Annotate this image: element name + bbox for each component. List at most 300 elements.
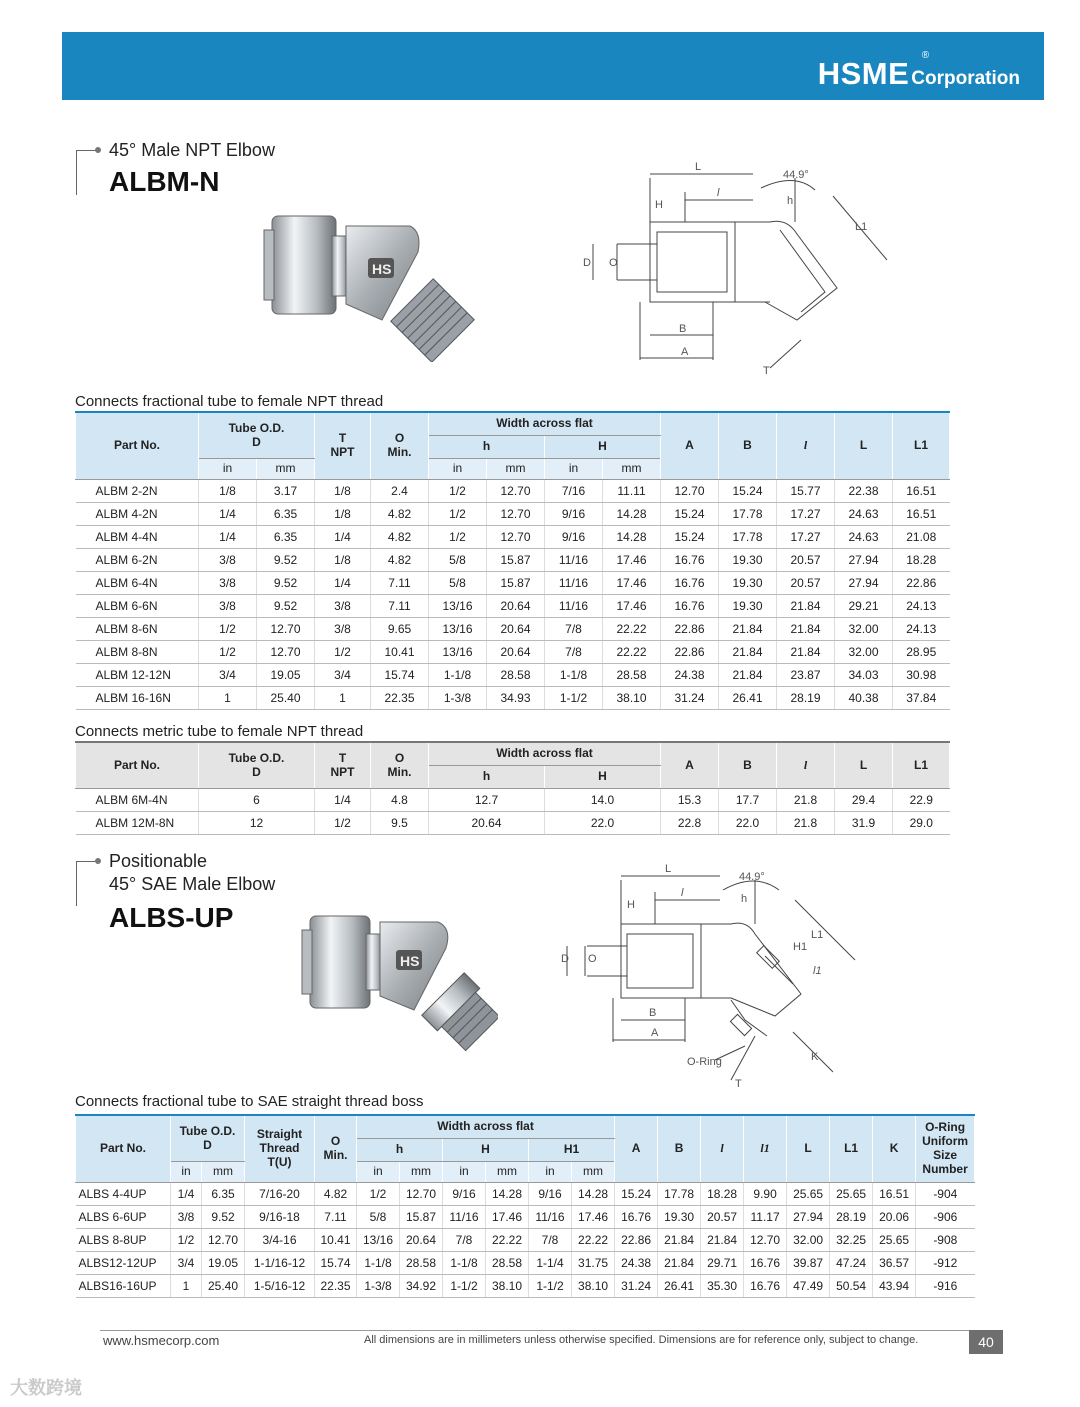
table-cell: 31.24	[661, 687, 719, 710]
table-cell: 1-1/8	[429, 664, 487, 687]
brand-logo	[817, 50, 1020, 92]
table-cell: 12.70	[400, 1183, 443, 1206]
unit-mm: mm	[257, 459, 315, 480]
table-cell: 29.4	[835, 789, 893, 812]
unit-in: in	[529, 1162, 572, 1183]
col-l1: l1	[744, 1115, 787, 1183]
table-cell: 15.87	[487, 572, 545, 595]
section-bracket	[76, 150, 99, 195]
table-row	[76, 1252, 975, 1275]
table-row	[76, 812, 950, 835]
table-cell: 19.30	[719, 595, 777, 618]
table-cell: 15.24	[719, 480, 777, 503]
table-cell: 22.22	[572, 1229, 615, 1252]
table-cell: 20.57	[777, 549, 835, 572]
table-cell: 5/8	[357, 1206, 400, 1229]
table-cell: 12.70	[661, 480, 719, 503]
table-cell: 1/2	[199, 641, 257, 664]
table-cell: 15.74	[315, 1252, 357, 1275]
table-cell: 2.4	[371, 480, 429, 503]
table-cell: 19.05	[257, 664, 315, 687]
col-H1: H1	[529, 1139, 615, 1162]
dim-label-T: T	[763, 365, 770, 377]
table-cell: 1/2	[357, 1183, 400, 1206]
table-cell: 21.84	[777, 595, 835, 618]
table-row	[76, 1229, 975, 1252]
table-cell: 7/8	[529, 1229, 572, 1252]
table-cell: 7.11	[371, 595, 429, 618]
table-cell: 14.28	[603, 526, 661, 549]
table-cell: 11/16	[545, 549, 603, 572]
part-number-cell: ALBM 16-16N	[76, 687, 199, 710]
col-L1: L1	[893, 412, 950, 480]
table-cell: 6	[199, 789, 315, 812]
table3-body	[76, 1183, 975, 1298]
table-cell: 17.78	[658, 1183, 701, 1206]
unit-mm: mm	[603, 459, 661, 480]
table-cell: 36.57	[873, 1252, 916, 1275]
table-cell: 17.46	[603, 549, 661, 572]
col-K: K	[873, 1115, 916, 1183]
col-oring-number: O-Ring Uniform Size Number	[916, 1115, 975, 1183]
table-cell: 6.35	[257, 526, 315, 549]
table-cell: 22.0	[719, 812, 777, 835]
table-cell: 27.94	[835, 572, 893, 595]
table-cell: 16.51	[893, 480, 950, 503]
table-cell: 22.9	[893, 789, 950, 812]
section-bracket	[76, 861, 99, 906]
table-row	[76, 641, 950, 664]
part-number-cell: ALBM 4-2N	[76, 503, 199, 526]
unit-mm: mm	[486, 1162, 529, 1183]
table-cell: 5/8	[429, 572, 487, 595]
table-cell: 12.70	[202, 1229, 245, 1252]
table-cell: 4.82	[371, 549, 429, 572]
table-cell: 1-5/16-12	[245, 1275, 315, 1298]
col-H: H	[443, 1139, 529, 1162]
table-cell: 16.51	[873, 1183, 916, 1206]
table-cell: 10.41	[315, 1229, 357, 1252]
table-cell: 3/4-16	[245, 1229, 315, 1252]
table-cell: -908	[916, 1229, 975, 1252]
dim-label-D: D	[583, 257, 591, 269]
table-cell: 26.41	[658, 1275, 701, 1298]
table-cell: 1/8	[315, 503, 371, 526]
table-cell: 29.71	[701, 1252, 744, 1275]
table-cell: 15.24	[661, 526, 719, 549]
unit-in: in	[357, 1162, 400, 1183]
part-number-cell: ALBM 12M-8N	[76, 812, 199, 835]
col-L: L	[787, 1115, 830, 1183]
dim-label-B: B	[649, 1007, 657, 1019]
dim-label-l1: l1	[813, 965, 822, 977]
table-cell: 16.51	[893, 503, 950, 526]
table-cell: 1-1/2	[545, 687, 603, 710]
table-cell: 39.87	[787, 1252, 830, 1275]
col-B: B	[658, 1115, 701, 1183]
table-cell: 32.00	[787, 1229, 830, 1252]
part-number-cell: ALBS 4-4UP	[76, 1183, 171, 1206]
table-cell: 9.52	[202, 1206, 245, 1229]
table-cell: 14.28	[572, 1183, 615, 1206]
table-cell: 21.84	[719, 664, 777, 687]
table-cell: 15.87	[487, 549, 545, 572]
part-number-cell: ALBM 6-4N	[76, 572, 199, 595]
table-cell: 21.8	[777, 789, 835, 812]
table-cell: 1/4	[315, 526, 371, 549]
table-cell: 7/8	[443, 1229, 486, 1252]
table-cell: 19.30	[658, 1206, 701, 1229]
dim-label-angle: 44.9°	[739, 871, 765, 883]
table-cell: 20.57	[777, 572, 835, 595]
table-cell: 5/8	[429, 549, 487, 572]
dim-label-H: H	[655, 199, 663, 211]
table-cell: 22.35	[315, 1275, 357, 1298]
table-cell: 28.58	[487, 664, 545, 687]
table-cell: 9.52	[257, 549, 315, 572]
table-cell: 3/8	[199, 595, 257, 618]
part-number-cell: ALBM 8-6N	[76, 618, 199, 641]
table-row	[76, 503, 950, 526]
table-cell: 17.27	[777, 526, 835, 549]
table-row	[76, 526, 950, 549]
table-cell: 34.03	[835, 664, 893, 687]
table-cell: 20.06	[873, 1206, 916, 1229]
table-cell: 17.46	[486, 1206, 529, 1229]
table-cell: 6.35	[257, 503, 315, 526]
table-cell: 22.86	[615, 1229, 658, 1252]
part-number-cell: ALBM 6-6N	[76, 595, 199, 618]
col-h: h	[429, 436, 545, 459]
table-cell: 6.35	[202, 1183, 245, 1206]
table-cell: 3/8	[315, 618, 371, 641]
table-row	[76, 687, 950, 710]
table-cell: 12.70	[257, 618, 315, 641]
unit-in: in	[171, 1162, 202, 1183]
table-cell: 25.40	[202, 1275, 245, 1298]
dim-label-angle: 44.9°	[783, 169, 809, 181]
table-cell: 3/8	[315, 595, 371, 618]
part-number-cell: ALBM 4-4N	[76, 526, 199, 549]
table-cell: 24.38	[615, 1252, 658, 1275]
section2-title: ALBS-UP	[109, 902, 234, 933]
col-h: h	[429, 766, 545, 789]
table-cell: 3.17	[257, 480, 315, 503]
table-cell: 16.76	[661, 549, 719, 572]
col-tube-od: Tube O.D. D	[199, 742, 315, 789]
table-cell: 17.46	[603, 595, 661, 618]
table-cell: 40.38	[835, 687, 893, 710]
table2-body	[76, 789, 950, 835]
table-cell: 13/16	[429, 618, 487, 641]
table-cell: 13/16	[429, 595, 487, 618]
table-cell: 7/16-20	[245, 1183, 315, 1206]
table-cell: 20.57	[701, 1206, 744, 1229]
part-number-cell: ALBM 6-2N	[76, 549, 199, 572]
table-cell: 13/16	[357, 1229, 400, 1252]
table-row	[76, 1183, 975, 1206]
col-part-no: Part No.	[76, 742, 199, 789]
table-cell: 1/2	[171, 1229, 202, 1252]
table-row	[76, 664, 950, 687]
table-cell: 12.70	[257, 641, 315, 664]
table-cell: 21.08	[893, 526, 950, 549]
table-cell: 12.70	[487, 480, 545, 503]
unit-in: in	[429, 459, 487, 480]
table-cell: 1/2	[199, 618, 257, 641]
unit-mm: mm	[572, 1162, 615, 1183]
unit-in: in	[443, 1162, 486, 1183]
table-cell: 12.70	[487, 526, 545, 549]
footer-website-link[interactable]: www.hsmecorp.com	[103, 1333, 220, 1348]
table-cell: 11/16	[545, 572, 603, 595]
table-cell: 12.70	[744, 1229, 787, 1252]
table-row	[76, 595, 950, 618]
table-cell: 15.24	[615, 1183, 658, 1206]
col-width-across-flat: Width across flat	[429, 412, 661, 436]
table-cell: 14.28	[486, 1183, 529, 1206]
dim-label-H1: H1	[793, 941, 808, 953]
table-cell: 20.64	[400, 1229, 443, 1252]
table-cell: 1/8	[199, 480, 257, 503]
table-cell: 3/4	[199, 664, 257, 687]
part-number-cell: ALBM 2-2N	[76, 480, 199, 503]
table-cell: 25.65	[830, 1183, 873, 1206]
table-cell: 50.54	[830, 1275, 873, 1298]
col-A: A	[615, 1115, 658, 1183]
table-cell: 9.65	[371, 618, 429, 641]
col-A: A	[661, 742, 719, 789]
table-cell: 11/16	[529, 1206, 572, 1229]
table-cell: 34.93	[487, 687, 545, 710]
part-number-cell: ALBS12-12UP	[76, 1252, 171, 1275]
table-cell: 19.05	[202, 1252, 245, 1275]
table-cell: 1/8	[315, 549, 371, 572]
table-cell: 21.84	[777, 641, 835, 664]
table-cell: 31.9	[835, 812, 893, 835]
table-cell: 22.38	[835, 480, 893, 503]
albm-metric-table	[75, 741, 950, 835]
table-cell: 28.58	[486, 1252, 529, 1275]
table-cell: 17.27	[777, 503, 835, 526]
col-h: h	[357, 1139, 443, 1162]
col-l: l	[701, 1115, 744, 1183]
table-cell: 10.41	[371, 641, 429, 664]
section1-title: ALBM-N	[109, 166, 220, 197]
brand-name: HSME	[817, 56, 910, 91]
table-cell: 25.40	[257, 687, 315, 710]
table-cell: 20.64	[487, 618, 545, 641]
table-cell: 21.8	[777, 812, 835, 835]
albs-up-dimension-drawing	[555, 860, 865, 1095]
table-cell: 21.84	[658, 1252, 701, 1275]
table1-caption: Connects fractional tube to female NPT thread	[75, 393, 384, 410]
table-cell: 15.3	[661, 789, 719, 812]
brand-suffix: Corporation	[911, 68, 1020, 89]
part-number-cell: ALBS16-16UP	[76, 1275, 171, 1298]
table-cell: 24.13	[893, 595, 950, 618]
table-cell: 26.41	[719, 687, 777, 710]
table-cell: 7/8	[545, 618, 603, 641]
table-cell: 9.90	[744, 1183, 787, 1206]
table-cell: 4.82	[315, 1183, 357, 1206]
table-cell: 3/8	[171, 1206, 202, 1229]
table-cell: 21.84	[719, 618, 777, 641]
table-cell: 1/4	[315, 789, 371, 812]
table-cell: 38.10	[572, 1275, 615, 1298]
table-cell: 15.24	[661, 503, 719, 526]
table-cell: 9/16	[545, 503, 603, 526]
table-cell: 1/2	[429, 480, 487, 503]
table-cell: 17.7	[719, 789, 777, 812]
table-cell: 3/4	[315, 664, 371, 687]
part-number-cell: ALBS 6-6UP	[76, 1206, 171, 1229]
table-cell: 11.11	[603, 480, 661, 503]
dim-label-K: K	[811, 1051, 819, 1063]
table-cell: 25.65	[873, 1229, 916, 1252]
table-cell: 12.70	[487, 503, 545, 526]
table-cell: 17.46	[572, 1206, 615, 1229]
dim-label-B: B	[679, 323, 687, 335]
table-cell: 21.84	[719, 641, 777, 664]
dim-label-L: L	[665, 863, 672, 875]
table-cell: 17.78	[719, 503, 777, 526]
table-cell: 16.76	[661, 572, 719, 595]
table-cell: 1/8	[315, 480, 371, 503]
table-cell: 15.87	[400, 1206, 443, 1229]
col-H: H	[545, 766, 661, 789]
dim-label-O: O	[609, 257, 618, 269]
dim-label-h: h	[787, 195, 794, 207]
table-cell: 32.25	[830, 1229, 873, 1252]
table-cell: 22.22	[603, 618, 661, 641]
part-number-cell: ALBM 8-8N	[76, 641, 199, 664]
svg-text:HS: HS	[400, 953, 420, 969]
table-cell: 17.78	[719, 526, 777, 549]
unit-mm: mm	[202, 1162, 245, 1183]
table-cell: 3/8	[199, 549, 257, 572]
table-cell: 4.8	[371, 789, 429, 812]
watermark: 大数跨境	[10, 1378, 82, 1398]
dim-label-l: l	[681, 887, 684, 899]
table-cell: 1-1/16-12	[245, 1252, 315, 1275]
table-cell: 32.00	[835, 618, 893, 641]
table-cell: 1-1/8	[545, 664, 603, 687]
table-cell: 9/16-18	[245, 1206, 315, 1229]
svg-text:HS: HS	[372, 261, 392, 277]
table-cell: 24.63	[835, 526, 893, 549]
table-cell: 9.52	[257, 595, 315, 618]
table-cell: 16.76	[661, 595, 719, 618]
dim-label-L1: L1	[811, 929, 824, 941]
albs-sae-table	[75, 1114, 975, 1298]
table-cell: -906	[916, 1206, 975, 1229]
table-cell: 1	[171, 1275, 202, 1298]
section2-subtitle1: Positionable	[109, 851, 208, 871]
table-cell: 47.49	[787, 1275, 830, 1298]
table-cell: 4.82	[371, 503, 429, 526]
col-t-npt: T NPT	[315, 742, 371, 789]
table-cell: 21.84	[658, 1229, 701, 1252]
table-cell: 1	[315, 687, 371, 710]
col-L: L	[835, 412, 893, 480]
col-L: L	[835, 742, 893, 789]
dim-label-L1: L1	[855, 221, 868, 233]
col-width-across-flat: Width across flat	[357, 1115, 615, 1139]
table-cell: 17.46	[603, 572, 661, 595]
table-cell: 16.76	[744, 1275, 787, 1298]
page-number: 40	[969, 1330, 1003, 1354]
table-cell: 1-1/2	[443, 1275, 486, 1298]
table-cell: 9.5	[371, 812, 429, 835]
col-o-min: O Min.	[315, 1115, 357, 1183]
table-cell: 7.11	[371, 572, 429, 595]
table-cell: 24.13	[893, 618, 950, 641]
table-cell: 38.10	[486, 1275, 529, 1298]
col-part-no: Part No.	[76, 412, 199, 480]
table-row	[76, 1275, 975, 1298]
table-cell: 29.21	[835, 595, 893, 618]
dim-label-oring: O-Ring	[687, 1056, 722, 1068]
table-cell: 1/2	[315, 812, 371, 835]
table-row	[76, 618, 950, 641]
table-cell: 22.8	[661, 812, 719, 835]
table-cell: 22.0	[545, 812, 661, 835]
col-A: A	[661, 412, 719, 480]
part-number-cell: ALBM 12-12N	[76, 664, 199, 687]
part-number-cell: ALBS 8-8UP	[76, 1229, 171, 1252]
table-cell: 35.30	[701, 1275, 744, 1298]
table-cell: 20.64	[487, 641, 545, 664]
table-cell: 7/16	[545, 480, 603, 503]
table-cell: 9.52	[257, 572, 315, 595]
part-number-cell: ALBM 6M-4N	[76, 789, 199, 812]
dim-label-A: A	[651, 1027, 659, 1039]
col-width-across-flat: Width across flat	[429, 742, 661, 766]
section1-subtitle: 45° Male NPT Elbow	[109, 140, 275, 160]
registered-mark: ®	[921, 50, 930, 61]
table-cell: 1-3/8	[357, 1275, 400, 1298]
table2-caption: Connects metric tube to female NPT thread	[75, 723, 364, 740]
table-cell: -912	[916, 1252, 975, 1275]
table-cell: 16.76	[615, 1206, 658, 1229]
table-row	[76, 572, 950, 595]
dim-label-L: L	[695, 161, 702, 173]
table-cell: 23.87	[777, 664, 835, 687]
albm-n-product-image	[262, 212, 477, 362]
table-cell: 4.82	[371, 526, 429, 549]
table-cell: 30.98	[893, 664, 950, 687]
table-cell: 1/4	[199, 526, 257, 549]
table-cell: 9/16	[529, 1183, 572, 1206]
table-cell: 1/2	[429, 526, 487, 549]
table-cell: 1-3/8	[429, 687, 487, 710]
table-cell: 1-1/2	[529, 1275, 572, 1298]
table-row	[76, 549, 950, 572]
table-cell: 14.28	[603, 503, 661, 526]
table-cell: 18.28	[701, 1183, 744, 1206]
col-L1: L1	[830, 1115, 873, 1183]
dim-label-l: l	[717, 187, 720, 199]
footer-disclaimer: All dimensions are in millimeters unless otherwise specified. Dimensions are for reference only, subject to change.	[364, 1334, 919, 1346]
table-cell: 1-1/8	[443, 1252, 486, 1275]
col-part-no: Part No.	[76, 1115, 171, 1183]
table-cell: 14.0	[545, 789, 661, 812]
table-cell: 11/16	[545, 595, 603, 618]
table-cell: 11/16	[443, 1206, 486, 1229]
table-cell: 22.86	[661, 641, 719, 664]
table-cell: 20.64	[487, 595, 545, 618]
